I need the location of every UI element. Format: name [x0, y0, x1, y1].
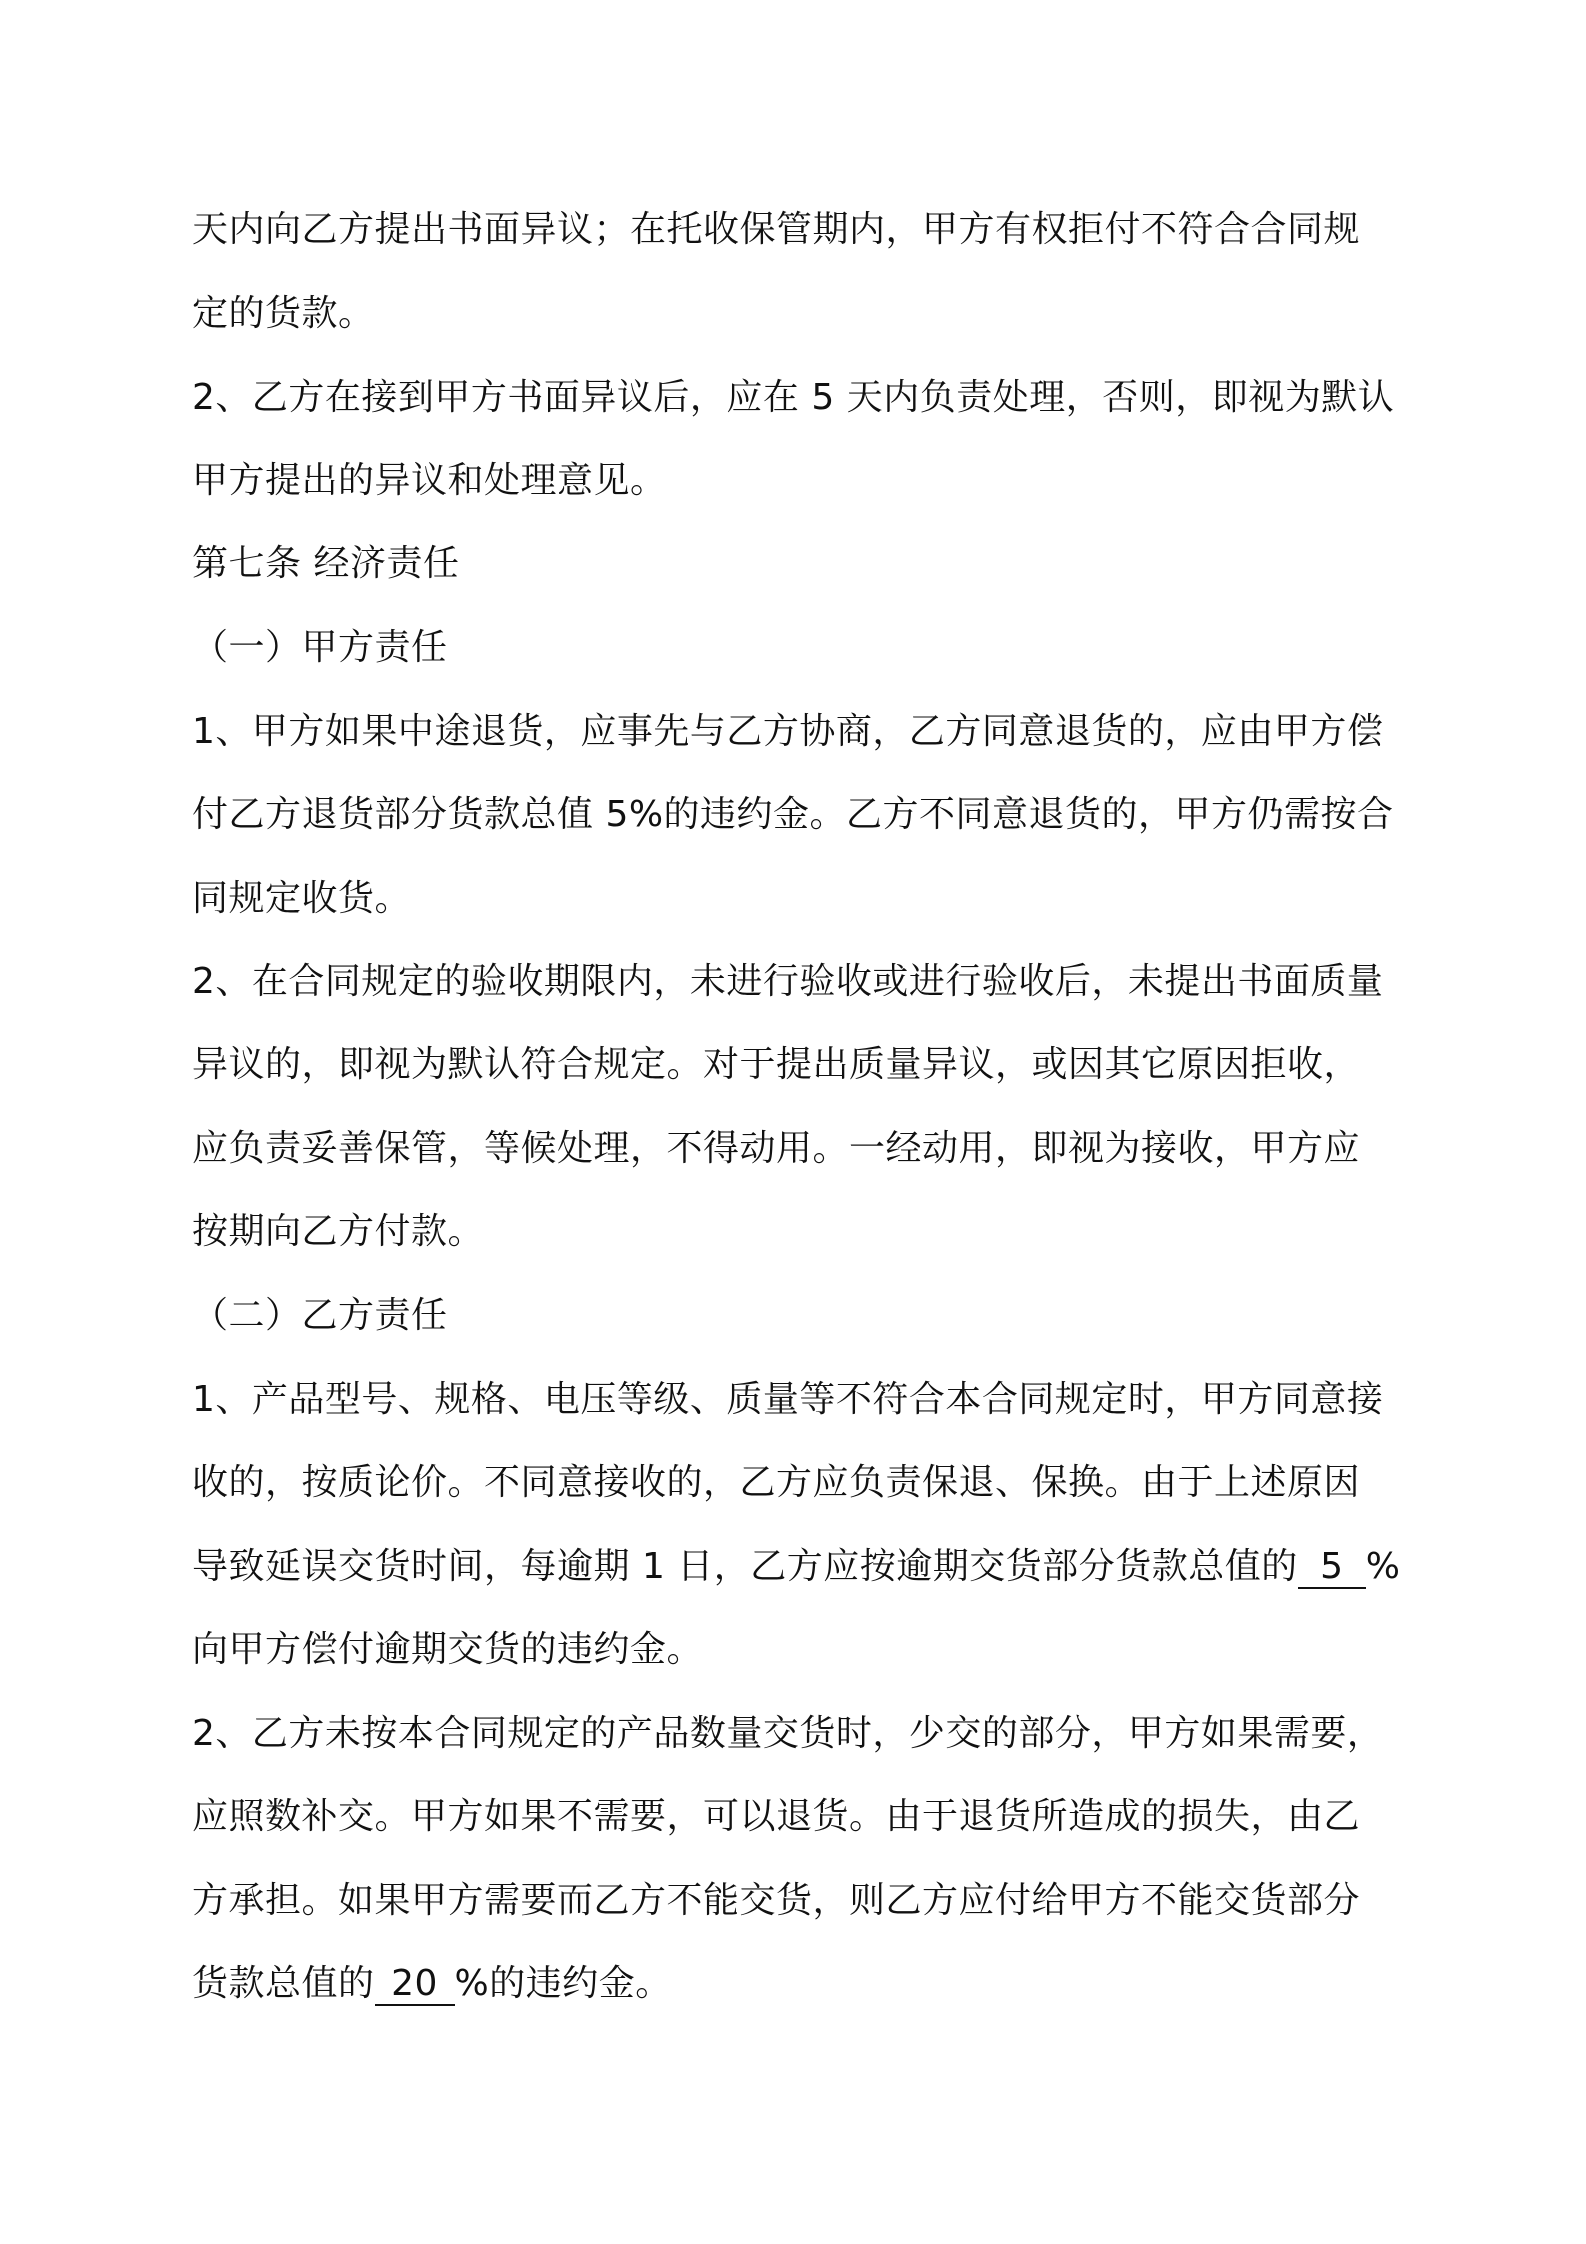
- text-line: 同规定收货。: [192, 878, 412, 919]
- text-line-with-blank: [192, 1962, 672, 2006]
- text-line: 方承担。如果甲方需要而乙方不能交货，则乙方应付给甲方不能交货部分: [192, 1880, 1361, 1921]
- text-line: 定的货款。: [192, 293, 375, 334]
- text-segment: %: [1365, 1546, 1401, 1587]
- text-line: 向甲方偿付逾期交货的违约金。: [192, 1629, 704, 1670]
- fill-in-blank: 20: [375, 1964, 455, 2006]
- text-segment: 导致延误交货时间，每逾期 1 日，乙方应按逾期交货部分货款总值的: [192, 1546, 1298, 1587]
- text-segment: 货款总值的: [192, 1963, 375, 2004]
- text-line-with-blank: [192, 1545, 1401, 1589]
- text-line: 应照数补交。甲方如果不需要，可以退货。由于退货所造成的损失，由乙: [192, 1796, 1361, 1837]
- text-line: 甲方提出的异议和处理意见。: [192, 460, 667, 501]
- text-line: 收的，按质论价。不同意接收的，乙方应负责保退、保换。由于上述原因: [192, 1462, 1361, 1503]
- text-line: 付乙方退货部分货款总值 5%的违约金。乙方不同意退货的，甲方仍需按合: [192, 794, 1394, 835]
- text-segment: %的违约金。: [454, 1963, 672, 2004]
- text-line: 应负责妥善保管，等候处理，不得动用。一经动用，即视为接收，甲方应: [192, 1128, 1361, 1169]
- section-heading: （二）乙方责任: [192, 1295, 448, 1336]
- text-line: 2、乙方未按本合同规定的产品数量交货时，少交的部分，甲方如果需要，: [192, 1713, 1384, 1754]
- section-heading: （一）甲方责任: [192, 627, 448, 668]
- text-line: 天内向乙方提出书面异议；在托收保管期内，甲方有权拒付不符合合同规: [192, 209, 1361, 250]
- text-line: 1、产品型号、规格、电压等级、质量等不符合本合同规定时，甲方同意接: [192, 1379, 1384, 1420]
- text-line: 异议的，即视为默认符合规定。对于提出质量异议，或因其它原因拒收，: [192, 1044, 1361, 1085]
- text-line: 1、甲方如果中途退货，应事先与乙方协商，乙方同意退货的，应由甲方偿: [192, 711, 1384, 752]
- text-line: 按期向乙方付款。: [192, 1211, 485, 1252]
- article-heading: 第七条 经济责任: [192, 543, 460, 584]
- text-line: 2、在合同规定的验收期限内，未进行验收或进行验收后，未提出书面质量: [192, 961, 1384, 1002]
- fill-in-blank: 5: [1298, 1547, 1366, 1589]
- text-line: 2、乙方在接到甲方书面异议后，应在 5 天内负责处理，否则，即视为默认: [192, 377, 1395, 418]
